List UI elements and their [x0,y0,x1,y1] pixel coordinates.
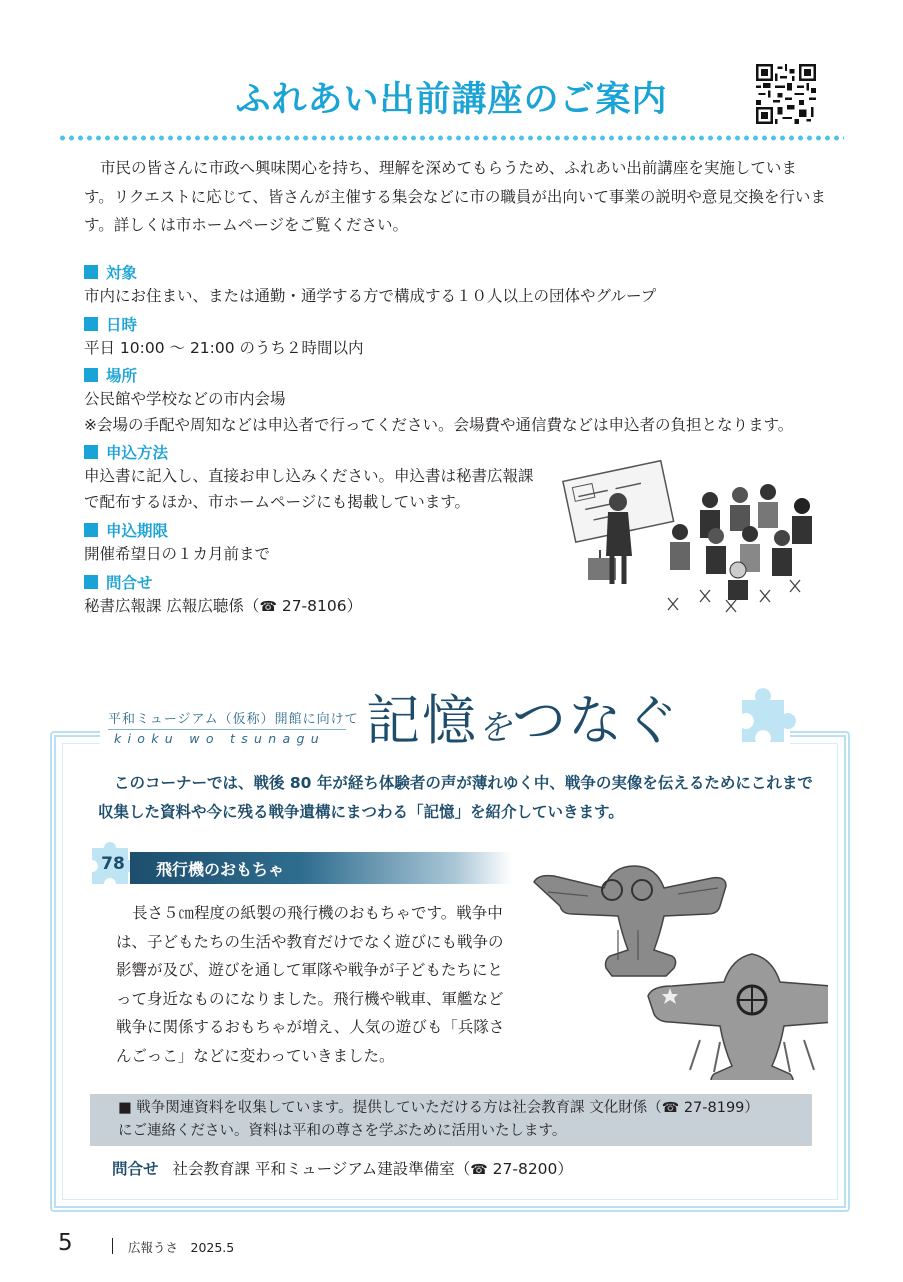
intro-paragraph: 市民の皆さんに市政へ興味関心を持ち、理解を深めてもらうため、ふれあい出前講座を実施しています。リクエストに応じて、皆さんが主催する集会などに市の職員が出向いて事業の説明や意見交換を行います。詳しくは市ホームページをご覧ください。 [84,159,826,234]
subtitle-rule [108,729,346,730]
section-body-venue: 公民館や学校などの市内会場 [84,390,286,408]
section-heading-deadline: 申込期限 [84,519,168,541]
square-bullet-icon [84,575,98,589]
phone-icon: ☎ [661,1100,680,1116]
section-body-inquiry: 秘書広報課 広報広聴係（☎ 27-8106） [84,597,363,615]
section-body-deadline: 開催希望日の１カ月前まで [84,545,271,563]
item-number: 78 [101,854,125,874]
corner-lead: このコーナーでは、戦後 80 年が経ち体験者の声が薄れゆく中、戦争の実像を伝えるためにこれまで収集した資料や今に残る戦争遺構にまつわる「記憶」を紹介していきます。 [98,774,813,821]
phone-number[interactable]: 27-8199） [683,1100,759,1116]
section-heading-target: 対象 [84,261,137,283]
phone-number[interactable]: 27-8200） [492,1160,573,1178]
phone-icon: ☎ [470,1162,488,1178]
section-heading-apply: 申込方法 [84,441,168,463]
corner-title: 記憶をつなぐ [366,689,680,752]
section-body-apply: 申込書に記入し、直接お申し込みください。申込書は秘書広報課 [84,467,534,485]
square-bullet-icon [84,523,98,537]
square-bullet-icon [84,368,98,382]
section-heading-datetime: 日時 [84,313,137,335]
publication-name: 広報うさ 2025.5 [128,1240,235,1255]
lecture-illustration [560,440,830,620]
square-bullet-icon [84,265,98,279]
page-title: ふれあい出前講座のご案内 [235,80,668,120]
phone-icon: ☎ [259,599,277,615]
section-body-apply-2: で配布するほか、市ホームページにも掲載しています。 [84,493,470,511]
toy-airplanes-photo [528,860,828,1080]
notice-box: ■ 戦争関連資料を収集しています。提供していただける方は社会教育課 文化財係（☎ 27-8199） にご連絡ください。資料は平和の尊さを学ぶために活用いたします。 [90,1094,812,1146]
section-body-target: 市内にお住まい、または通勤・通学する方で構成する１０人以上の団体やグループ [84,287,657,305]
section-heading-inquiry: 問合せ [84,571,153,593]
section-body-venue-note: ※会場の手配や周知などは申込者で行ってください。会場費や通信費などは申込者の負担となります。 [84,416,794,434]
qr-code-icon[interactable] [756,64,816,124]
square-bullet-icon [84,317,98,331]
corner-romaji: kioku wo tsunagu [114,731,325,746]
item-story: 長さ５㎝程度の紙製の飛行機のおもちゃです。戦争中は、子どもたちの生活や教育だけでなく遊びにも戦争の影響が及び、遊びを通して軍隊や戦争が子どもたちにとって身近なものになりました。飛行機や戦車、軍艦など戦争に関係するおもちゃが増え、人気の遊びも「兵隊さんごっこ」などに変わっていきました。 [116,904,505,1065]
section-heading-venue: 場所 [84,364,137,386]
puzzle-piece-icon [734,682,796,748]
corner-inquiry: 問合せ 社会教育課 平和ミュージアム建設準備室（☎ 27-8200） [112,1160,573,1178]
phone-number[interactable]: 27-8106） [281,597,363,615]
section-body-datetime: 平日 10:00 ～ 21:00 のうち２時間以内 [84,339,364,357]
square-bullet-icon [84,445,98,459]
footer-divider [112,1238,113,1254]
item-title: 飛行機のおもちゃ [156,860,285,879]
corner-subtitle: 平和ミュージアム（仮称）開館に向けて [108,712,359,727]
dotted-divider [58,134,844,142]
page-number: 5 [58,1230,73,1256]
